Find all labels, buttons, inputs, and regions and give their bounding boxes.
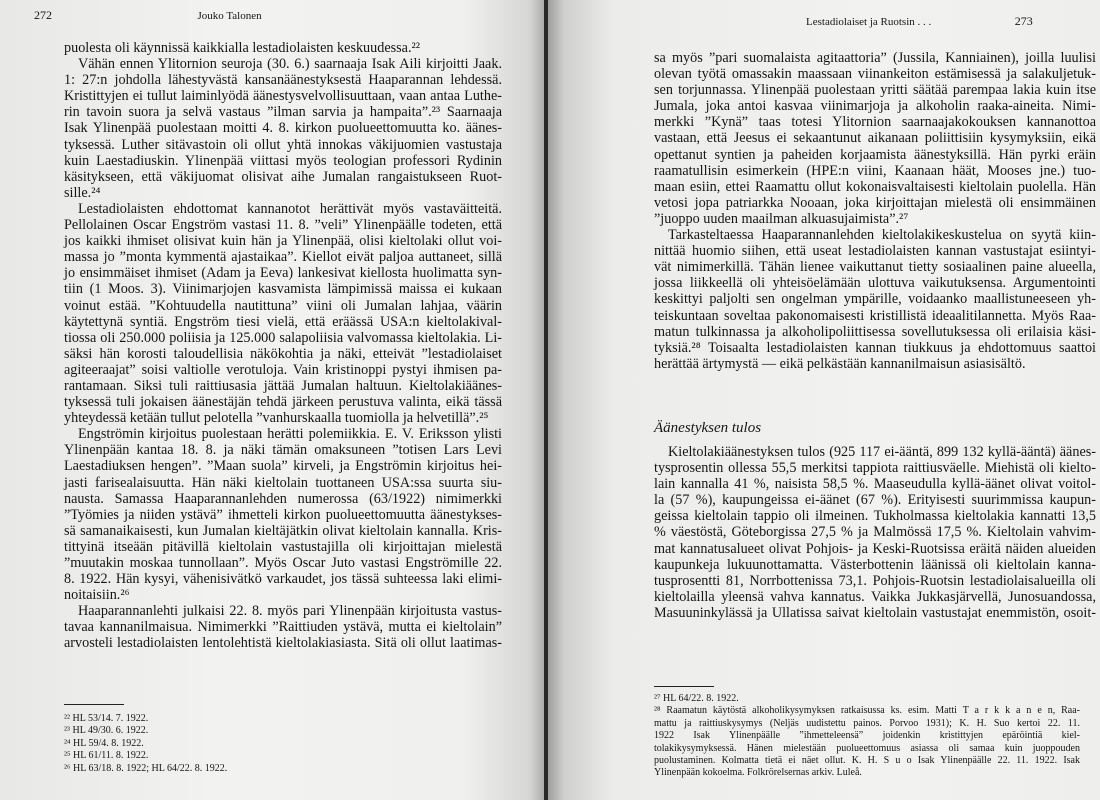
right-page-header	[806, 14, 1033, 29]
text-line: Masuuninkylässä ja Ullatissa saivat kieltolain vastustajat enemmistön, osoit-	[654, 604, 1096, 621]
text-line: rantamaan. Siksi tuli raittiusasia jättää Jumalan haltuun. Kieltolakiäänes-	[64, 377, 502, 394]
footnote: ²⁵ HL 61/11. 8. 1922.	[64, 750, 149, 762]
text-line: tavaa kannanilmaisua. Nimimerkki ”Raittiuden ystävä, mutta ei kieltolain”	[64, 619, 502, 636]
text-line: herättää ärtymystä — eikä pelkästään kannanilmaisun asiasisältö.	[654, 355, 1026, 372]
left-page	[0, 0, 546, 800]
text-line: tiossa oli 250.000 poliisia ja 125.000 salapoliisia valvomassa kieltolakia. Li-	[64, 329, 502, 346]
text-line: tiin (1 Moos. 3). Viinimarjojen kasvamista lämpimissä maissa ei kukaan	[64, 281, 502, 298]
text-line: ”Työmies ja niiden ystävä” ihmetteli kirkon puolueettomuutta äänestykses-	[64, 506, 502, 523]
text-line: opettanut syntien ja paheiden korjaamista äänestyksillä. Hän pyrki eräin	[654, 146, 1096, 163]
section-heading: Äänestyksen tulos	[654, 420, 762, 436]
text-line: lain kannalla 41 %, naisista 58,5 %. Maaseudulla kyllä-äänet olivat voitol-	[654, 476, 1096, 493]
text-line: % väestöstä, Göteborgissa 27,5 % ja Malmössä 17,5 %. Kieltolain vahvim-	[654, 524, 1096, 541]
text-line: Jumala, joka antoi kasvaa viinimarjoja ja alkoholin raaka-aineita. Nimi-	[654, 98, 1096, 115]
right-body-text-top	[654, 50, 1096, 372]
text-line: säksi hän korosti taloudellisia näkökohtia ja näki, etteivät ”lestadiolaiset	[64, 345, 502, 362]
text-line: tusprosentti 81, Norrbottenissa 73,1. Pohjois-Ruotsin lestadiolaisalueilla oli	[654, 572, 1096, 589]
text-line: jos kaikki ihmiset olisivat kuin hän ja Ylinenpää, olisi kieltolaki ollut voi-	[64, 233, 502, 250]
text-line: tyksessä tuli jokaisen äänestäjän tehdä järkeen perustuva valinta, eikä tässä	[64, 394, 502, 411]
footnote: ²³ HL 49/30. 6. 1922.	[64, 725, 149, 737]
text-line: käytettynä syntiä. Engström tiesi vielä, että eräässä USA:n kieltolakival-	[64, 313, 502, 330]
left-page-number: 272	[34, 8, 52, 22]
footnote-line: 1922 Isak Ylinenpäälle ”ihmetteleensä” joidenkin kristittyjen epäröintiä kiel-	[654, 730, 1080, 742]
footnote-line: tolakikysymyksessä. Hänen mielestään puolueettomuus asiassa oli samaa kuin juoppouden	[654, 742, 1080, 754]
text-line: geissa kieltolain tappio oli ilmeinen. Tukholmassa kieltolakia kannatti 13,5	[654, 508, 1096, 525]
text-line: Engströmin kirjoitus puolestaan herätti polemiikkia. E. V. Eriksson ylisti	[78, 426, 502, 443]
text-line: raamatullisin esimerkein (HPE:n viini, Kaanaan häät, Mooses jne.) tuo-	[654, 162, 1096, 179]
text-line: Pellolainen Oscar Engström vastasi 11. 8. ”veli” Ylinenpäälle todeten, että	[64, 217, 502, 234]
text-line: rin tavoin suora ja selvä vastaus ”ilman sarvia ja hampaita”.²³ Saarnaaja	[64, 104, 502, 121]
text-line: Laestadiuksen hengen”. ”Maan suola” kirveli, ja Engströmin kirjoitus hei-	[64, 458, 502, 475]
text-line: käsitykseen, että väkijuomat olisivat aihe Jumalan rangaistukseen Ruot-	[64, 168, 502, 185]
text-line: Kieltolakiäänestyksen tulos (925 117 ei-ääntä, 899 132 kyllä-ääntä) äänes-	[668, 444, 1096, 460]
text-line: nittää huomio siihen, että useat lestadiolaisten kannan vastustajat esiintyi-	[654, 243, 1096, 260]
text-line: massa jo ”monta kymmentä ajastaikaa”. Kiellot eivät paljoa auttaneet, sillä	[64, 249, 502, 266]
text-line: Lestadiolaisten ehdottomat kannanotot herättivät myös vastaväitteitä.	[78, 200, 502, 217]
right-footnote-rule	[654, 686, 714, 687]
text-line: Isak Ylinenpää puolestaan moitti 4. 8. kirkon puolueettomuutta ko. äänes-	[64, 120, 502, 137]
text-line: 8. 1922. Hän kysyi, vähenisivätkö varkaudet, jos tässä suhteessa laki elimi-	[64, 571, 502, 588]
text-line: puolesta oli käynnissä kaikkialla lestadiolaisten keskuudessa.²²	[64, 40, 421, 56]
text-line: noitaisiin.²⁶	[64, 587, 130, 604]
text-line: matun tulkinnassa ja alkoholipoliittisessa sovellutuksessa oli erilaisia käsi-	[654, 323, 1096, 340]
text-line: Vähän ennen Ylitornion seuroja (30. 6.) saarnaaja Isak Aili kirjoitti Jaak.	[78, 56, 502, 73]
right-running-head: Lestadiolaiset ja Ruotsin . . .	[806, 16, 932, 28]
text-line: la (57 %), kaupungeissa ei-äänet (67 %). Erityisesti suurimmissa kaupun-	[654, 492, 1096, 509]
footnote-line: mattu ja raittiuskysymys (Neljäs uudistettu painos. Porvoo 1931); K. H. Suo kertoi 22. 11.	[654, 717, 1080, 729]
text-line: Ylinenpään kantaa 18. 8. ja näki tämän omaksuneen ”totisen Lars Levi	[64, 442, 502, 459]
text-line: arvosteli lestadiolaisten lentolehtistä kieltolakiasiasta. Sitä oli ollut laatimas-	[64, 635, 502, 652]
text-line: Tarkasteltaessa Haaparannanlehden kieltolakikeskustelua on syytä kiin-	[668, 227, 1096, 244]
text-line: vetosi jopa patriarkka Nooaan, joka kirjoittajan mielestä oli ensimmäinen	[654, 194, 1096, 211]
text-line: ”muutakin moskaa tunnollaan”. Myös Oscar Juto vastasi Engströmille 22.	[64, 555, 502, 571]
footnote-line: ²⁸ Raamatun käytöstä alkoholikysymyksen ratkaisussa ks. esim. Matti T a r k k a n e n, Raa-	[654, 705, 1080, 717]
text-line: tyksiä.²⁸ Toisaalta lestadiolaisten kannan tiukkuus ja ehdottomuus saattoi	[654, 339, 1096, 356]
left-page-header	[34, 8, 262, 23]
text-line: tyksessä. Luther sitävastoin oli ollut yhtä innokas väkijuomien vastustaja	[64, 136, 502, 153]
text-line: sa myös ”pari suomalaista agitaattoria” (Jussila, Kanniainen), joilla luulisi	[654, 50, 1096, 66]
left-body-text	[64, 40, 502, 652]
text-line: olevan työtä omassakin maassaan viinankeiton estämisessä ja salakuljetuk-	[654, 66, 1096, 83]
text-line: teiskuntaan soveltaa pakonomaisesti kristillistä ideaalitilannetta. Myös Raa-	[654, 307, 1096, 324]
text-line: sä samanaikaisesti, kun Jumalan kieltäjätkin olivat kieltolain kannalla. Kris-	[64, 522, 502, 539]
text-line: sille.²⁴	[64, 184, 101, 201]
right-body-text-bottom	[654, 444, 1096, 621]
footnote-line: puolustaminen. Kolmatta tietä ei näet ollut. K. H. S u o Isak Ylinenpäälle 22. 11. 1922. Isak	[654, 755, 1080, 767]
text-line: merkki ”Kynä” taas totesi Ylitornion saarnaajakokouksen kannanottoa	[654, 114, 1096, 131]
text-line: vät nimimerkillä. Tähän lienee vaikuttanut tietty sosiaalinen paine alueella,	[654, 259, 1096, 276]
text-line: jasti farisealaisuutta. Hän näki kieltolain tuottaneen USA:ssa suurta siu-	[64, 474, 502, 491]
text-line: kieltolailla yleensä vahva kannatus. Vaikka Jukkasjärvellä, Junosuandossa,	[654, 588, 1096, 605]
text-line: kaupunkeja lukuunottamatta. Västerbottenin läänissä oli kieltolain kanna-	[654, 556, 1096, 573]
text-line: vastaan, että Jeesus ei sekaantunut aikanaan poliittisiin kysymyksiin, eikä	[654, 130, 1096, 147]
footnote-line: ²⁷ HL 64/22. 8. 1922.	[654, 693, 739, 704]
text-line: mat kannatusalueet olivat Pohjois- ja Keski-Ruotsissa eräitä näiden alueiden	[654, 540, 1096, 557]
text-line: tysprosentin ollessa 55,5 merkitsi tappiota raittiusväelle. Miehistä oli kielto-	[654, 460, 1096, 477]
text-line: jo ensimmäiset ihmiset (Adam ja Eeva) lankesivat kiellosta huolimatta syn-	[64, 265, 502, 282]
text-line: kuin Laestadiuskin. Ylinenpää viittasi myös teologian professori Rydinin	[64, 152, 502, 169]
text-line: tittyinä itseään pitävillä kieltolain vastustajilla oli kirjoittajan mielestä	[64, 538, 502, 555]
footnote: ²⁴ HL 59/4. 8. 1922.	[64, 737, 144, 749]
footnote-line: Ylinenpään kokoelma. Folkrörelsernas arkiv. Luleå.	[654, 767, 862, 779]
right-page-number: 273	[1014, 14, 1033, 28]
text-line: Haaparannanlehti julkaisi 22. 8. myös pari Ylinenpään kirjoitusta vastus-	[78, 603, 502, 620]
text-line: sen torjunnassa. Ylinenpää puolestaan yritti säätää parempaa lakia kuin itse	[654, 82, 1096, 99]
footnote: ²⁶ HL 63/18. 8. 1922; HL 64/22. 8. 1922.	[64, 762, 228, 774]
text-line: ”juoppo uuden maailman alkuasujaimista”.²⁷	[654, 210, 909, 227]
text-line: jossa liikkeellä oli yhteisöelämään ulottuva vaikutuksensa. Argumentointi	[654, 275, 1096, 292]
text-line: maan esiin, ettei Raamattu ollut kokonaisvaltaisesti kieltolain puolella. Hän	[654, 178, 1096, 195]
left-running-head: Jouko Talonen	[197, 10, 262, 22]
text-line: Kristittyjen ei tullut laiminlyödä äänestysvelvollisuuttaan, vaan antaa Luthe-	[64, 88, 502, 105]
text-line: voinut estää. ”Kohtuudella nautittuna” viini oli Jumalan lahjaa, väärin	[64, 297, 502, 314]
left-footnote-rule	[64, 704, 124, 705]
text-line: 1: 27:n johdolla lähestyvästä kansanäänestyksestä Haaparannan lehdessä.	[64, 72, 502, 89]
right-footnotes	[654, 693, 1080, 780]
text-line: yhteydessä ketään tullut pelotella ”vanhurskaalla tuomiolla ja helvetillä”.²⁵	[64, 410, 489, 427]
text-line: agiteeraajat” soisi valtiolle verotuloja. Vain kristinoppi pystyi ihmisen pa-	[64, 361, 502, 378]
text-line: keskittyi paljolti sen ongelman ympärille, voidaanko maallistuneeseen yh-	[654, 291, 1096, 308]
text-line: nausta. Samassa Haaparannanlehden numerossa (63/1922) nimimerkki	[64, 490, 502, 507]
right-page	[548, 0, 1100, 800]
left-footnotes	[64, 713, 364, 775]
footnote: ²² HL 53/14. 7. 1922.	[64, 713, 149, 724]
